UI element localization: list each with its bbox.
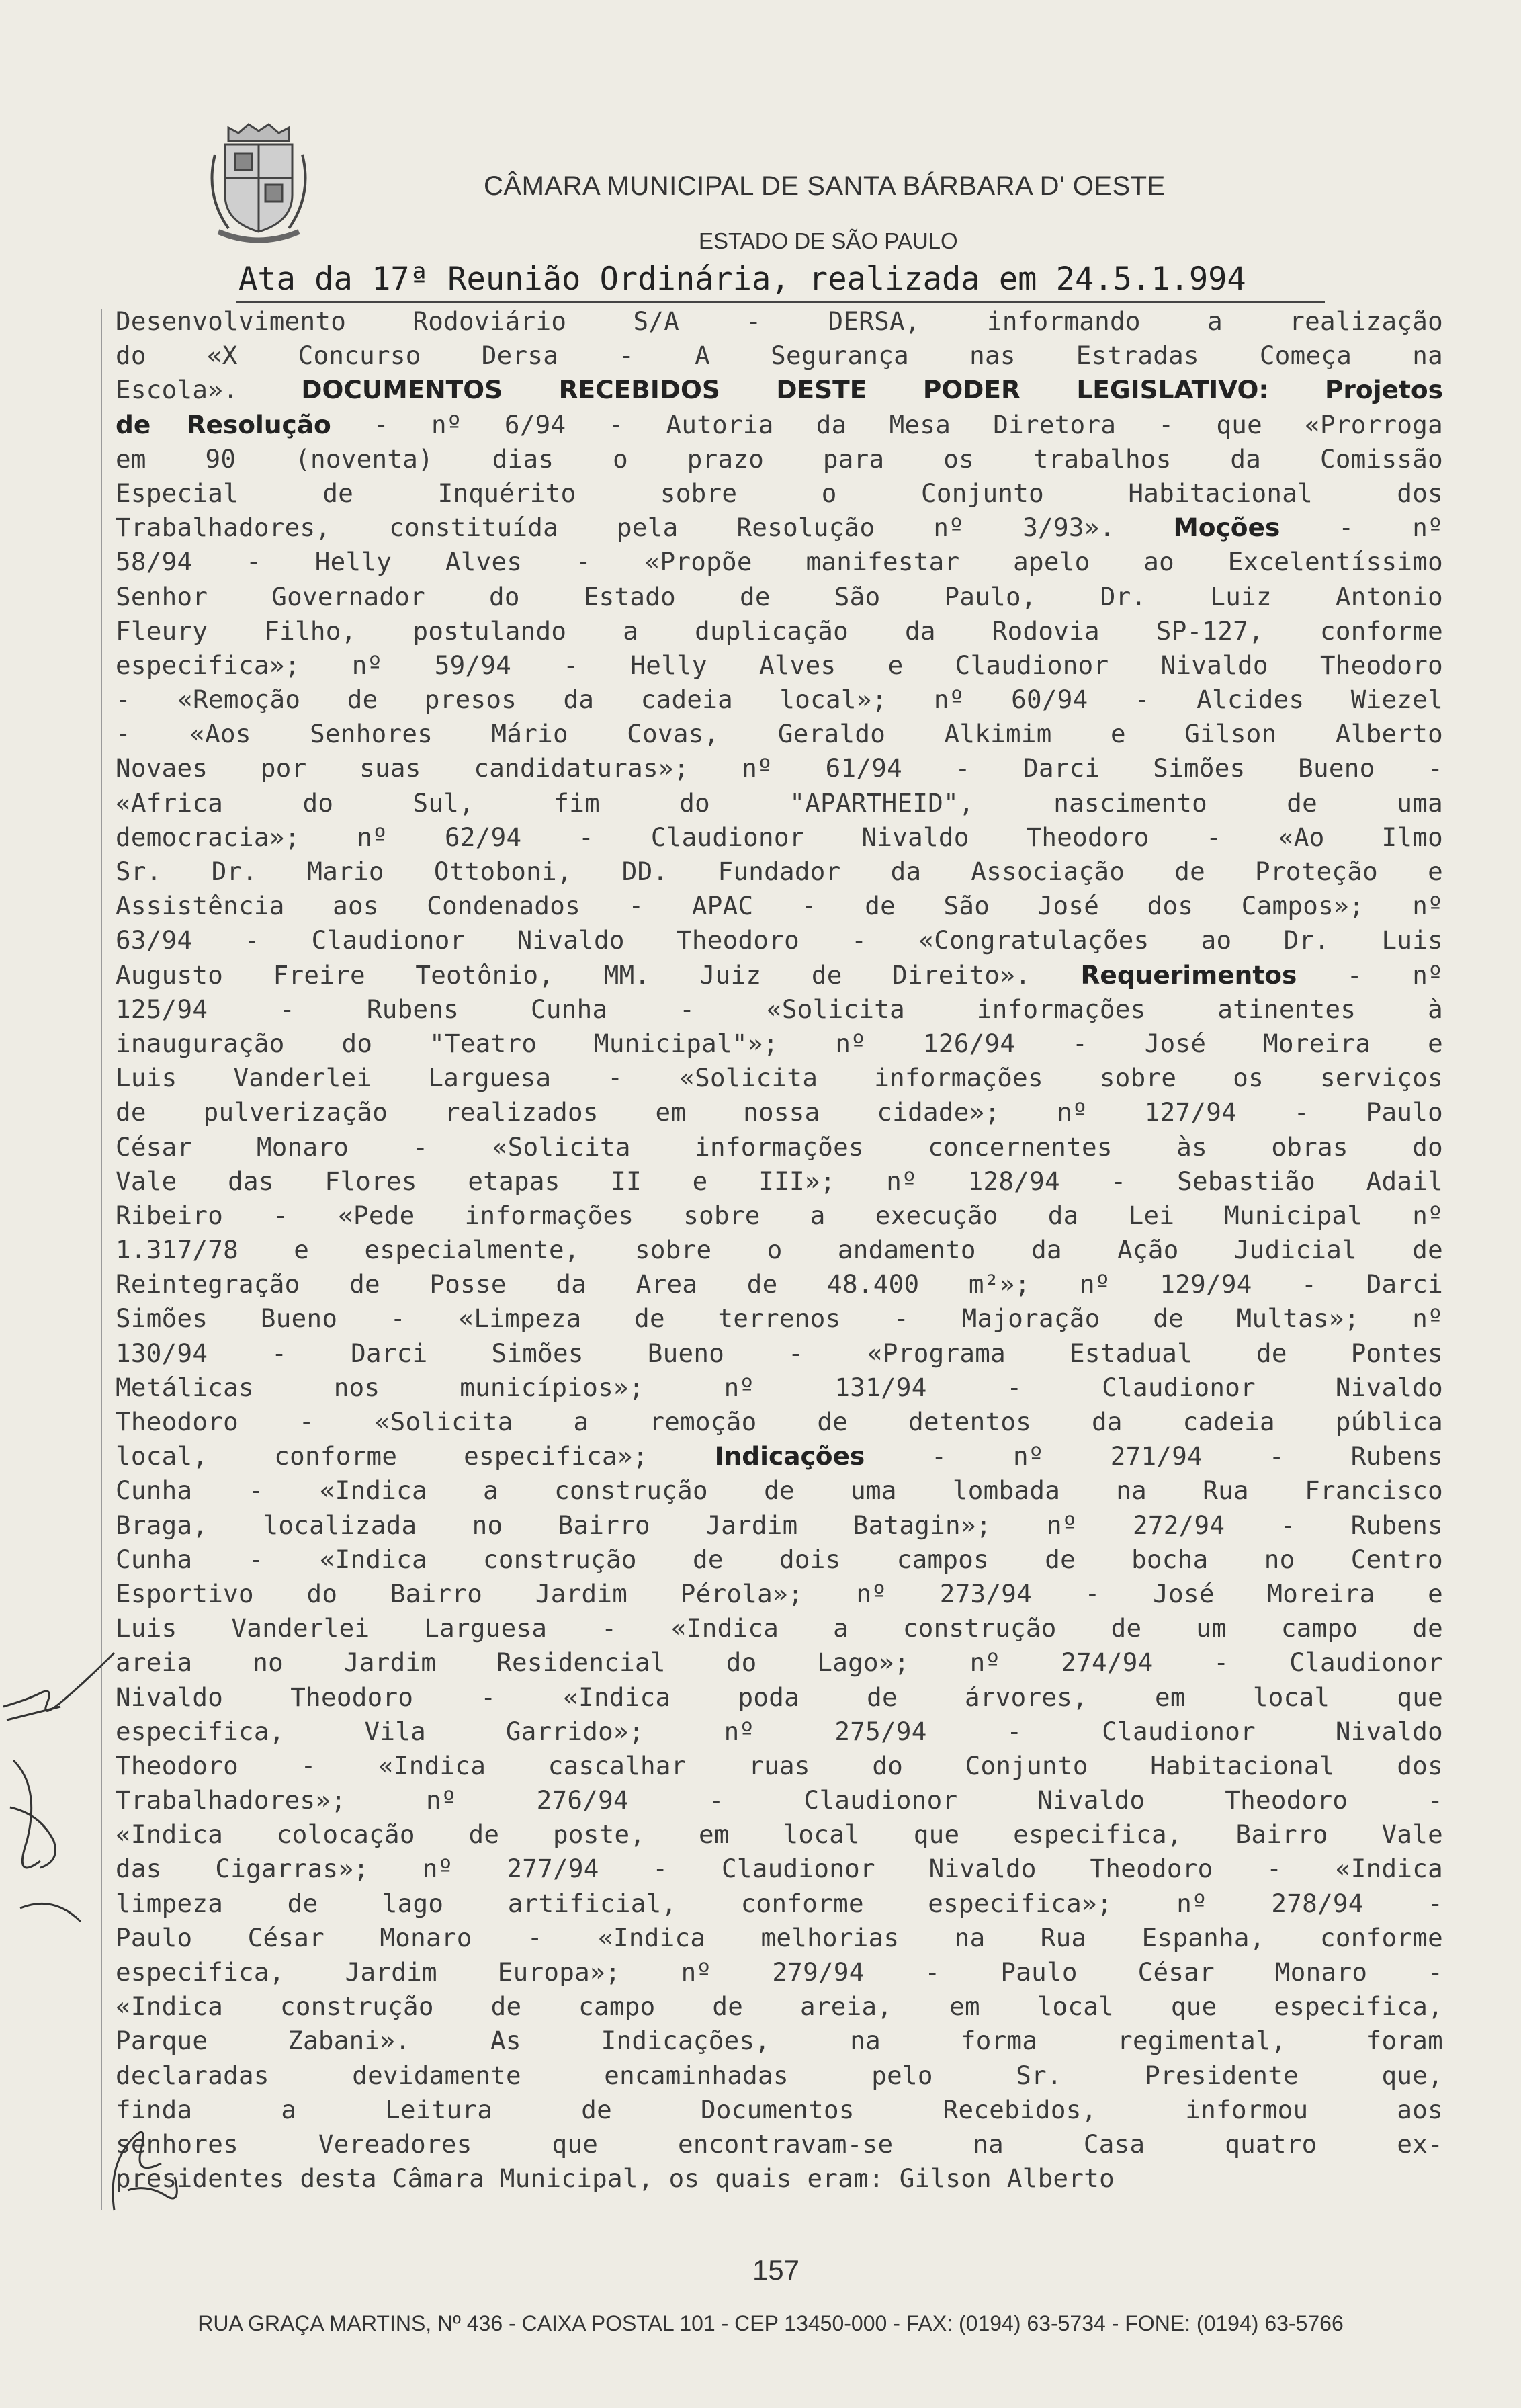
- text-segment: Braga, localizada no Bairro Jardim Batagin»; nº 272/94 - Rubens: [116, 1510, 1443, 1540]
- text-segment: finda a Leitura de Documentos Recebidos, informou aos: [116, 2094, 1443, 2124]
- text-segment: Luis Vanderlei Larguesa - «Solicita informações sobre os serviços: [116, 1063, 1443, 1093]
- text-segment: Augusto Freire Teotônio, MM. Juiz de Direito».: [116, 959, 1081, 990]
- text-segment: - «Aos Senhores Mário Covas, Geraldo Alkimim e Gilson Alberto: [116, 719, 1443, 749]
- text-line: [116, 476, 1443, 511]
- text-segment: «Africa do Sul, fim do "APARTHEID", nascimento de uma: [116, 787, 1443, 818]
- text-line: [116, 751, 1443, 785]
- bold-heading: de Resolução: [116, 409, 331, 439]
- text-line: [116, 1611, 1443, 1645]
- text-segment: Reintegração de Posse da Area de 48.400 m²»; nº 129/94 - Darci: [116, 1269, 1443, 1299]
- text-line: [116, 339, 1443, 373]
- text-segment: democracia»; nº 62/94 - Claudionor Nivaldo Theodoro - «Ao Ilmo: [116, 822, 1443, 852]
- text-segment: Nivaldo Theodoro - «Indica poda de árvores, em local que: [116, 1682, 1443, 1712]
- text-line: [116, 1164, 1443, 1199]
- text-segment: Luis Vanderlei Larguesa - «Indica a construção de um campo de: [116, 1613, 1443, 1643]
- text-segment: «Indica colocação de poste, em local que especifica, Bairro Vale: [116, 1819, 1443, 1850]
- text-line: [116, 408, 1443, 442]
- text-line: [116, 304, 1443, 339]
- text-segment: - nº 6/94 - Autoria da Mesa Diretora - que «Prorroga: [331, 409, 1443, 439]
- text-segment: Cunha - «Indica a construção de uma lombada na Rua Francisco: [116, 1475, 1443, 1506]
- text-segment: - nº: [1280, 513, 1443, 543]
- text-line: [116, 2059, 1443, 2093]
- bold-heading: Requerimentos: [1080, 959, 1297, 990]
- text-segment: Especial de Inquérito sobre o Conjunto Habitacional dos: [116, 478, 1443, 508]
- text-line: [116, 1473, 1443, 1508]
- text-line: [116, 923, 1443, 957]
- text-line: [116, 683, 1443, 717]
- text-line: [116, 1577, 1443, 1611]
- text-line: [116, 373, 1443, 407]
- text-segment: presidentes desta Câmara Municipal, os quais eram: Gilson Alberto: [116, 2163, 1115, 2194]
- text-line: [116, 648, 1443, 683]
- institution-state: ESTADO DE SÃO PAULO: [699, 228, 958, 253]
- text-line: [116, 2024, 1443, 2058]
- text-line: [116, 545, 1443, 579]
- text-segment: Senhor Governador do Estado de São Paulo, Dr. Luiz Antonio: [116, 581, 1443, 611]
- text-segment: 130/94 - Darci Simões Bueno - «Programa Estadual de Pontes: [116, 1338, 1443, 1368]
- text-line: [116, 511, 1443, 545]
- text-segment: inauguração do "Teatro Municipal"»; nº 126/94 - José Moreira e: [116, 1028, 1443, 1058]
- text-segment: 1.317/78 e especialmente, sobre o andamento da Ação Judicial de: [116, 1235, 1443, 1265]
- text-segment: limpeza de lago artificial, conforme especifica»; nº 278/94 -: [116, 1888, 1443, 1918]
- text-segment: especifica»; nº 59/94 - Helly Alves e Claudionor Nivaldo Theodoro: [116, 650, 1443, 680]
- text-line: [116, 1783, 1443, 1817]
- text-segment: especifica, Vila Garrido»; nº 275/94 - Claudionor Nivaldo: [116, 1716, 1443, 1746]
- text-segment: Novaes por suas candidaturas»; nº 61/94 - Darci Simões Bueno -: [116, 753, 1443, 783]
- bold-heading: DOCUMENTOS RECEBIDOS DESTE PODER LEGISLATIVO: Projetos: [301, 375, 1443, 405]
- text-line: [116, 2127, 1443, 2161]
- text-segment: - «Remoção de presos da cadeia local»; nº 60/94 - Alcides Wiezel: [116, 685, 1443, 715]
- text-line: [116, 1749, 1443, 1783]
- text-line: [116, 1233, 1443, 1267]
- document-title: Ata da 17ª Reunião Ordinária, realizada em 24.5.1.994: [238, 261, 1246, 298]
- minutes-body: [116, 304, 1443, 2196]
- text-segment: «Indica construção de campo de areia, em local que especifica,: [116, 1991, 1443, 2022]
- bold-heading: Moções: [1173, 513, 1280, 543]
- text-line: [116, 1027, 1443, 1061]
- text-line: [116, 1543, 1443, 1577]
- text-segment: Theodoro - «Indica cascalhar ruas do Conjunto Habitacional dos: [116, 1750, 1443, 1780]
- text-segment: Paulo César Monaro - «Indica melhorias na Rua Espanha, conforme: [116, 1922, 1443, 1952]
- text-segment: Metálicas nos municípios»; nº 131/94 - Claudionor Nivaldo: [116, 1372, 1443, 1402]
- text-segment: - nº 271/94 - Rubens: [865, 1441, 1443, 1471]
- text-line: [116, 958, 1443, 992]
- text-line: [116, 580, 1443, 614]
- text-segment: Fleury Filho, postulando a duplicação da Rodovia SP-127, conforme: [116, 615, 1443, 646]
- text-segment: de pulverização realizados em nossa cidade»; nº 127/94 - Paulo: [116, 1097, 1443, 1127]
- text-line: [116, 1061, 1443, 1095]
- text-line: [116, 992, 1443, 1027]
- text-line: [116, 1645, 1443, 1680]
- text-segment: das Cigarras»; nº 277/94 - Claudionor Nivaldo Theodoro - «Indica: [116, 1854, 1443, 1884]
- text-segment: Vale das Flores etapas II e III»; nº 128/94 - Sebastião Adail: [116, 1166, 1443, 1196]
- text-line: [116, 614, 1443, 648]
- text-segment: do «X Concurso Dersa - A Segurança nas Estradas Começa na: [116, 341, 1443, 371]
- text-line: [116, 1955, 1443, 1989]
- text-line: [116, 1887, 1443, 1921]
- text-segment: Parque Zabani». As Indicações, na forma regimental, foram: [116, 2026, 1443, 2056]
- text-line: [116, 1921, 1443, 1955]
- text-line: [116, 1439, 1443, 1473]
- text-segment: Cunha - «Indica construção de dois campos de bocha no Centro: [116, 1544, 1443, 1574]
- text-line: [116, 2093, 1443, 2127]
- initials-signature-icon: [87, 2110, 195, 2217]
- text-line: [116, 717, 1443, 751]
- page-number: 157: [752, 2254, 800, 2286]
- text-line: [116, 1336, 1443, 1371]
- text-line: [116, 1371, 1443, 1405]
- text-line: [116, 1405, 1443, 1439]
- text-line: [116, 2161, 1443, 2196]
- text-segment: 58/94 - Helly Alves - «Propõe manifestar apelo ao Excelentíssimo: [116, 547, 1443, 577]
- text-segment: areia no Jardim Residencial do Lago»; nº 274/94 - Claudionor: [116, 1647, 1443, 1678]
- footer-address: RUA GRAÇA MARTINS, Nº 436 - CAIXA POSTAL 101 - CEP 13450-000 - FAX: (0194) 63-5734 - FONE: (0194) 63-5766: [198, 2311, 1344, 2335]
- text-line: [116, 889, 1443, 923]
- text-segment: Assistência aos Condenados - APAC - de São José dos Campos»; nº: [116, 891, 1443, 921]
- text-line: [116, 786, 1443, 820]
- text-segment: Simões Bueno - «Limpeza de terrenos - Majoração de Multas»; nº: [116, 1303, 1443, 1334]
- text-segment: senhores Vereadores que encontravam-se na Casa quatro ex-: [116, 2128, 1443, 2159]
- text-segment: local, conforme especifica»;: [116, 1441, 715, 1471]
- text-line: [116, 1989, 1443, 2024]
- text-segment: Esportivo do Bairro Jardim Pérola»; nº 273/94 - José Moreira e: [116, 1578, 1443, 1608]
- text-line: [116, 442, 1443, 476]
- text-segment: Theodoro - «Solicita a remoção de detentos da cadeia pública: [116, 1407, 1443, 1436]
- text-segment: - nº: [1297, 959, 1444, 990]
- text-segment: César Monaro - «Solicita informações concernentes às obras do: [116, 1131, 1443, 1162]
- text-segment: 63/94 - Claudionor Nivaldo Theodoro - «Congratulações ao Dr. Luis: [116, 925, 1443, 955]
- bold-heading: Indicações: [714, 1441, 865, 1471]
- text-segment: Trabalhadores, constituída pela Resolução nº 3/93».: [116, 513, 1174, 543]
- text-line: [116, 820, 1443, 855]
- text-segment: Ribeiro - «Pede informações sobre a execução da Lei Municipal nº: [116, 1200, 1443, 1230]
- text-segment: Desenvolvimento Rodoviário S/A - DERSA, informando a realização: [116, 306, 1443, 336]
- margin-signature-icon: [0, 1639, 161, 1989]
- title-underline: [236, 301, 1325, 303]
- text-line: [116, 855, 1443, 889]
- text-segment: em 90 (noventa) dias o prazo para os trabalhos da Comissão: [116, 443, 1443, 474]
- text-line: [116, 1095, 1443, 1129]
- text-line: [116, 1852, 1443, 1886]
- text-line: [116, 1199, 1443, 1233]
- text-line: [116, 1715, 1443, 1749]
- text-line: [116, 1680, 1443, 1715]
- text-segment: Escola».: [116, 375, 302, 405]
- text-line: [116, 1130, 1443, 1164]
- text-segment: especifica, Jardim Europa»; nº 279/94 - Paulo César Monaro -: [116, 1957, 1443, 1987]
- text-line: [116, 1267, 1443, 1301]
- institution-name: CÂMARA MUNICIPAL DE SANTA BÁRBARA D' OESTE: [484, 171, 1166, 201]
- text-segment: 125/94 - Rubens Cunha - «Solicita informações atinentes à: [116, 994, 1443, 1024]
- text-segment: Trabalhadores»; nº 276/94 - Claudionor Nivaldo Theodoro -: [116, 1785, 1443, 1815]
- text-segment: Sr. Dr. Mario Ottoboni, DD. Fundador da Associação de Proteção e: [116, 857, 1443, 886]
- text-line: [116, 1508, 1443, 1543]
- text-line: [116, 1301, 1443, 1336]
- municipal-crest-icon: [202, 114, 316, 249]
- text-segment: declaradas devidamente encaminhadas pelo Sr. Presidente que,: [116, 2060, 1443, 2090]
- text-line: [116, 1817, 1443, 1852]
